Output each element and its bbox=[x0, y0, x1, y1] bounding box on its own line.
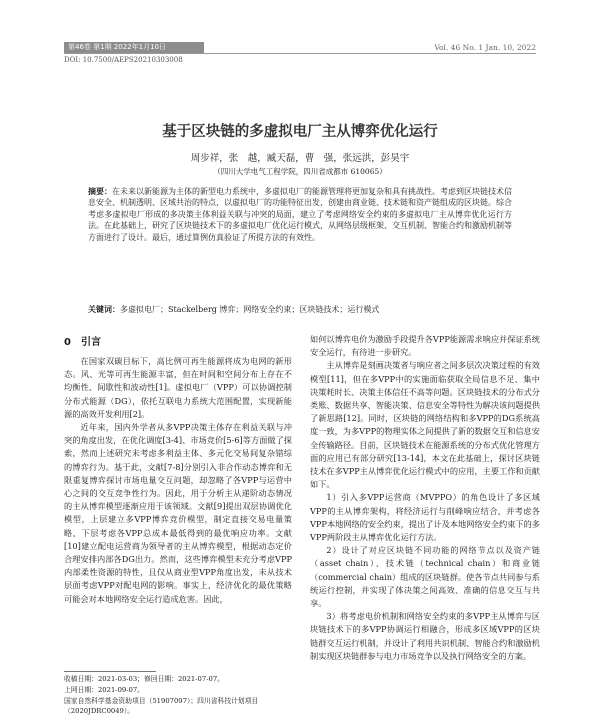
contribution-item: 2）设计了对应区块链不同功能的网络节点以及资产链（asset chain）、技术链（technical chain）和商业链（commercial chain）组成的区块链群。使各节点共同参与系统运行控制，并实现了体决策之间高效、准确的信息交互与共享。 bbox=[310, 545, 540, 609]
contribution-item: 1）引入多VPP运营商（MVPPO）的角色设计了多区域VPP的主从博弈架构，将经济运行与削峰响应结合，并考虑各VPP本地网络的安全约束，提出了计及本地网络安全约束下的多VPP两阶段主从博弈优化运行方法。 bbox=[310, 492, 540, 543]
abstract-text: 在未来以新能源为主体的新型电力系统中，多虚拟电厂的能源管理将更加复杂和具有挑战性。考虑到区块链技术信息安全、机制透明、区域共治的特点，以虚拟电厂的功能特征出发，创建由商业链、技术链和资产链组成的区块链。综合考虑多虚拟电厂形成的多决策主体利益关联与冲突的局面，建立了考虑网络安全约束的多虚拟电厂主从博弈优化运行方法。在此基础上，研究了区块链技术下的多虚拟电厂优化运行模式，从网络层级框架、交互机制、智能合约和激励机制等方面进行了设计。最后，通过算例仿真验证了所提方法的有效性。 bbox=[88, 187, 512, 242]
section-heading-introduction: 0 引言 bbox=[64, 337, 101, 348]
keywords bbox=[88, 304, 512, 315]
paragraph: 在国家双碳目标下，高比例可再生能源将成为电网的新形态。风、光等可再生能源丰富，但在时间和空间分布上存在不均衡性、间歇性和波动性[1]。虚拟电厂（VPP）可以协调控制分布式能源（DG），依托互联电力系统大范围配置，实现新能源的高效开发利用[2]。 bbox=[64, 356, 292, 419]
footnote: 上网日期：2021-09-07。 bbox=[64, 685, 144, 694]
right-column bbox=[310, 333, 540, 663]
affiliation: （四川大学电气工程学院，四川省成都市 610065） bbox=[213, 167, 387, 176]
left-column bbox=[64, 333, 292, 606]
authors: 周步祥，张 越，臧天磊，曹 强，张远洪，彭昊宇 bbox=[190, 153, 410, 164]
footnote: 国家自然科学基金资助项目（51907097）；四川省科技计划项目（2020JDRC0049）。 bbox=[64, 696, 259, 716]
paragraph: 近年来，国内外学者从多VPP决策主体存在利益关联与冲突的角度出发，在优化调度[3-4]、市场竞价[5-6]等方面做了探索，然而上述研究未考虑多利益主体、多元化交易间复杂错综的博弈行为。基于此，文献[7-8]分别引入非合作动态博弈和无限重复博弈探讨市场电量交互问题，却忽略了各VPP与运营中心之间的交互竞争性行为。因此，用于分析主从递阶动态情况的主从博弈模型逐渐应用于该领域。文献[9]提出双层协调优化模型，上层建立多VPP博弈竞价模型，制定直接交易电量策略，下层考虑各VPP总成本最低得到的最优响应功率。文献[10]建立配电运营商为领导者的主从博弈模型，根据动态定价合理安排内部各DG出力。然而，这些博弈模型未充分考虑VPP内部柔性资源的特性，且仅从商业型VPP角度出发，未从技术层面考虑VPP对配电网的影响。事实上，经济优化的最优策略可能会对本地网络安全运行造成危害。因此， bbox=[64, 422, 292, 604]
journal-volume-info: Vol. 46 No. 1 Jan. 10, 2022 bbox=[434, 43, 536, 52]
paragraph: 如何以博弈电价为激励手段提升各VPP能源需求响应并保证系统安全运行，有待进一步研究。 bbox=[310, 334, 540, 358]
abstract bbox=[88, 186, 512, 243]
paragraph: 主从博弈是刻画决策者与响应者之间多层次决策过程的有效模型[11]，但在多VPP中的实施面临获取全局信息不足、集中决策耗时长、决策主体信任不高等问题。区块链技术的分布式分类账、数据共享、智能决策、信息安全等特性为解决该问题提供了新思路[12]。同时，区块链的网络结构和多VPP的DG系统高度一致，为多VPP的物理实体之间提供了新的数据交互和信息安全传输路径。目前，区块链技术在能源系统的分布式优化管理方面的应用已有部分研究[13-14]，本文在此基础上，探讨区块链技术在多VPP主从博弈优化运行模式中的应用，主要工作和贡献如下。 bbox=[310, 360, 540, 490]
doi: DOI: 10.7500/AEPS20210303008 bbox=[64, 56, 183, 64]
footnote: 收稿日期：2021-03-03；修回日期：2021-07-07。 bbox=[64, 675, 224, 683]
paper-title: 基于区块链的多虚拟电厂主从博弈优化运行 bbox=[162, 124, 438, 140]
keywords-label: 关键词： bbox=[88, 305, 120, 314]
journal-issue-band: 第46卷 第1期 2022年1月10日 bbox=[64, 42, 204, 53]
header-rule bbox=[64, 53, 536, 54]
abstract-label: 摘要： bbox=[88, 187, 112, 196]
keywords-text: 多虚拟电厂；Stackelberg 博弈；网络安全约束；区块链技术；运行模式 bbox=[120, 305, 380, 314]
contribution-item: 3）将考虑电价机制和网络安全约束的多VPP主从博弈与区块链技术下的多VPP协调运行相融合，形成多区域VPP的区块链群交互运行机制，并设计了利用共识机制、智能合约和激励机制实现区块链群参与电力市场竞争以及执行网络安全的方案。 bbox=[310, 611, 540, 661]
footnote-rule bbox=[64, 671, 156, 672]
footnotes bbox=[64, 674, 294, 717]
